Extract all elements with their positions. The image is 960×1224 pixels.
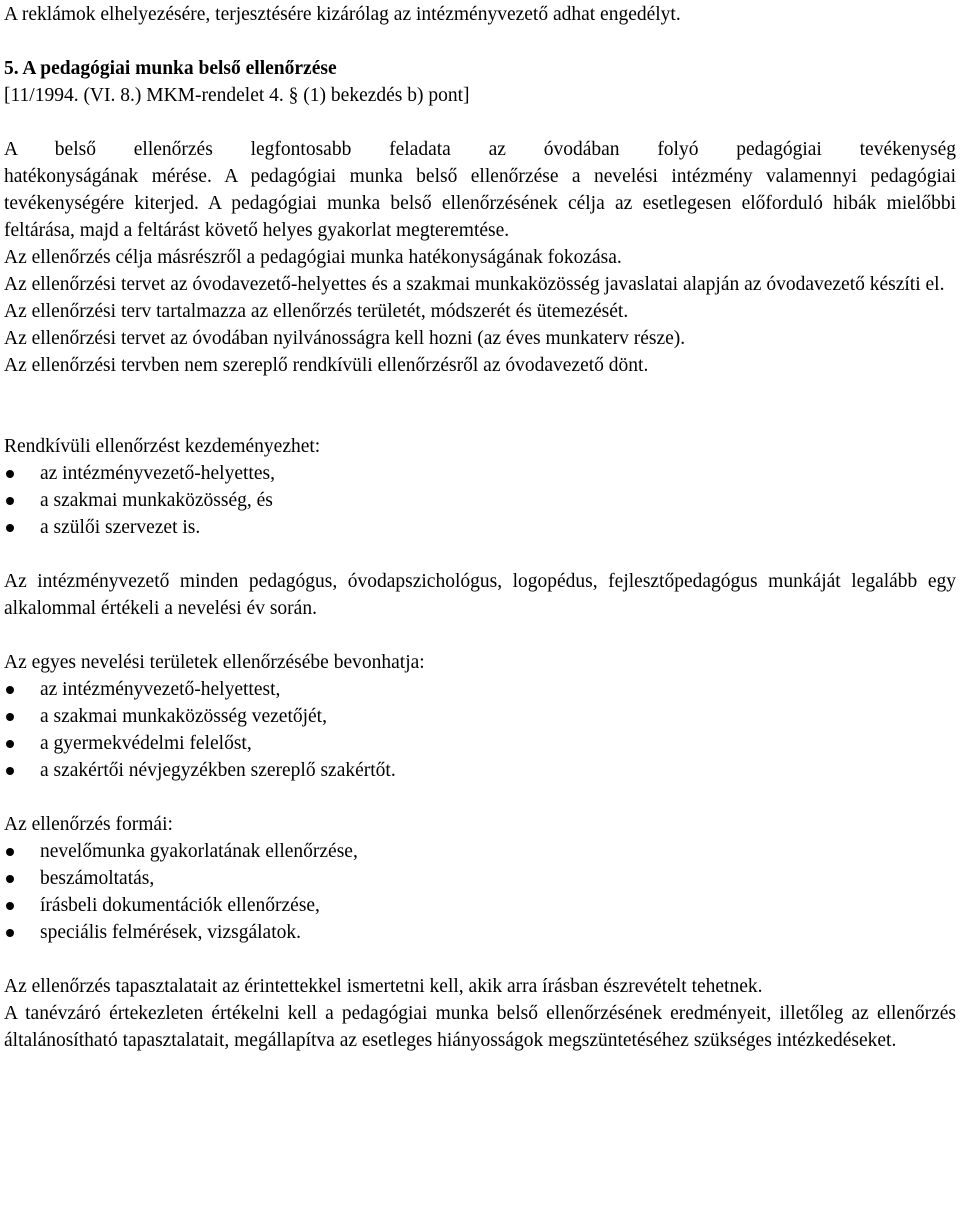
paragraph: A tanévzáró értekezleten értékelni kell a pedagógiai munka belső ellenőrzésének eredményeit, illetőleg az ellenőrzés általánosítható tapasztalatait, megállapítva az esetleges hiányosságok megszüntetéséhez szükséges intézkedéseket. (4, 1003, 956, 1051)
list-item: nevelőmunka gyakorlatának ellenőrzése, (4, 838, 956, 865)
paragraph: hatékonyságának mérése. A pedagógiai munka belső ellenőrzése a nevelési intézmény valamennyi pedagógiai tevékenységére kiterjed. A pedagógiai munka belső ellenőrzésének célja az esetlegesen előforduló hibák mielőbbi feltárása, majd a feltárást követő helyes gyakorlat megteremtése. (4, 166, 956, 241)
bullet-icon (6, 686, 14, 694)
spacer (4, 109, 956, 136)
list-item: az intézményvezető-helyettes, (4, 460, 956, 487)
bullet-icon (6, 848, 14, 856)
paragraph: Az ellenőrzési tervben nem szereplő rendkívüli ellenőrzésről az óvodavezető dönt. (4, 355, 649, 376)
spacer (4, 28, 956, 55)
section-reference: [11/1994. (VI. 8.) MKM-rendelet 4. § (1) bekezdés b) pont] (4, 85, 470, 106)
paragraph: Az ellenőrzés célja másrészről a pedagógiai munka hatékonyságának fokozása. (4, 247, 622, 268)
list-item: írásbeli dokumentációk ellenőrzése, (4, 892, 956, 919)
bullet-icon (6, 713, 14, 721)
extraordinary-initiators-list (4, 460, 956, 541)
list-item: speciális felmérések, vizsgálatok. (4, 919, 956, 946)
list-item: a szakmai munkaközösség, és (4, 487, 956, 514)
list-item: a szülői szervezet is. (4, 514, 956, 541)
bullet-icon (6, 902, 14, 910)
bullet-icon (6, 767, 14, 775)
paragraph: Az ellenőrzés tapasztalatait az érintettekkel ismertetni kell, akik arra írásban észrevételt tehetnek. (4, 976, 763, 997)
paragraph: Az ellenőrzési tervet az óvodában nyilvánosságra kell hozni (az éves munkaterv része). (4, 328, 686, 349)
paragraph: Az ellenőrzési terv tartalmazza az ellenőrzés területét, módszerét és ütemezését. (4, 301, 629, 322)
bullet-icon (6, 929, 14, 937)
top-line: A reklámok elhelyezésére, terjesztésére kizárólag az intézményvezető adhat engedélyt. (4, 4, 681, 25)
bullet-icon (6, 740, 14, 748)
list-intro: Az egyes nevelési területek ellenőrzésébe bevonhatja: (4, 652, 425, 673)
list-item: a szakmai munkaközösség vezetőjét, (4, 703, 956, 730)
bullet-icon (6, 470, 14, 478)
bullet-icon (6, 875, 14, 883)
control-forms-list (4, 838, 956, 946)
bullet-icon (6, 524, 14, 532)
list-item: az intézményvezető-helyettest, (4, 676, 956, 703)
list-intro: Rendkívüli ellenőrzést kezdeményezhet: (4, 436, 321, 457)
list-item: a szakértői névjegyzékben szereplő szakértőt. (4, 757, 956, 784)
list-intro: Az ellenőrzés formái: (4, 814, 173, 835)
list-item: beszámoltatás, (4, 865, 956, 892)
involvement-list (4, 676, 956, 784)
paragraph: Az intézményvezető minden pedagógus, óvodapszichológus, logopédus, fejlesztőpedagógus munkáját legalább egy alkalommal értékeli a nevelési év során. (4, 571, 956, 619)
spacer (4, 379, 956, 433)
section-heading: 5. A pedagógiai munka belső ellenőrzése (4, 58, 337, 79)
paragraph-line: A belső ellenőrzés legfontosabb feladata az óvodában folyó pedagógiai tevékenység (4, 139, 956, 160)
bullet-icon (6, 497, 14, 505)
list-item: a gyermekvédelmi felelőst, (4, 730, 956, 757)
paragraph: Az ellenőrzési tervet az óvodavezető-helyettes és a szakmai munkaközösség javaslatai alapján az óvodavezető készíti el. (4, 274, 945, 295)
